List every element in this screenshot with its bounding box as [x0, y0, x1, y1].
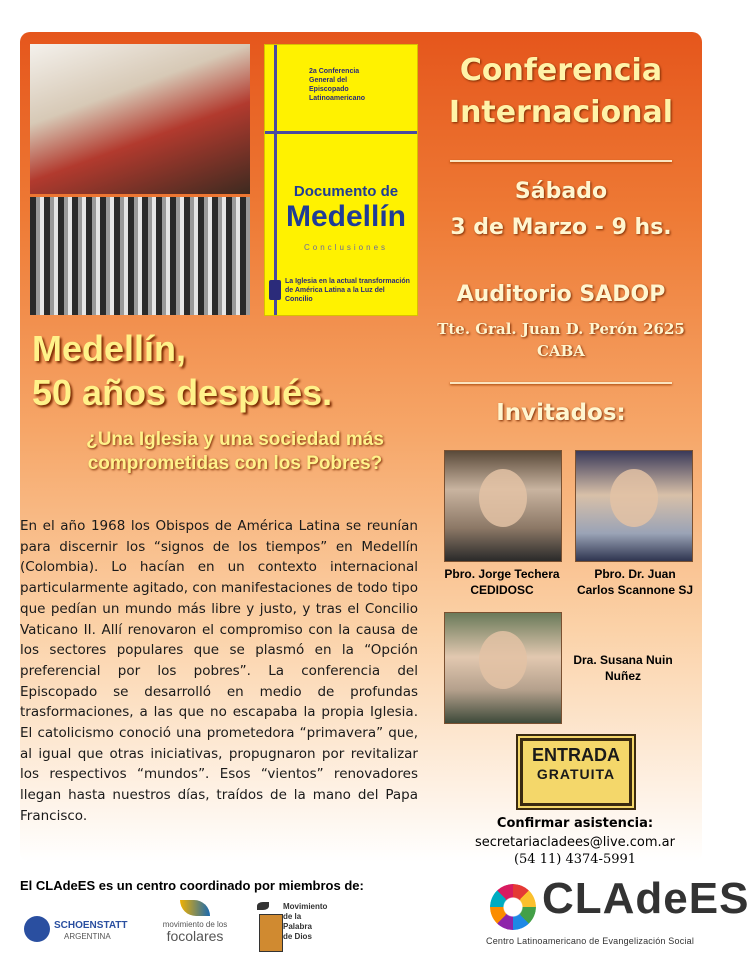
partner1-name: SCHOENSTATT — [54, 920, 128, 931]
footer-intro: El CLAdeES es un centro coordinado por miembros de: — [20, 878, 364, 893]
event-date-time: 3 de Marzo - 9 hs. — [450, 215, 672, 240]
partner3-name: Movimiento de la Palabra de Dios — [283, 902, 328, 941]
book-header-text: 2a Conferencia General del Episcopado Latinoamericano — [309, 68, 366, 102]
book-vertical-line — [274, 45, 277, 315]
guest-photo-scannone — [575, 450, 693, 562]
body-paragraph: En el año 1968 los Obispos de América Latina se reunían para discernir los “signos de los tiempos” en Medellín (Colombia). Lo hacían en un contexto internacional particularmente agitado, con manifestaciones de todo tipo que pedían un mundo más libre y justo, y tras el Concilio Vaticano II. Allí renovaron el compromiso con la causa de los sectores populares que se plasmó en la “Opción preferencial por los pobres”. La conferencia del Episcopado se desarrolló en medio de profundas trasformaciones, a las que no escapaba la propia Iglesia. El catolicismo conoció una prometedora “primavera” que, al igual que otras iniciativas, propugnaron por revitalizar los respectivos “mundos”. Esos “vientos” renovadores llegan hasta nuestros días, traídos de la mano del Papa Francisco. — [20, 518, 418, 824]
partner1-sub: ARGENTINA — [64, 932, 111, 941]
partner-schoenstatt-logo — [22, 912, 128, 946]
partner2-name: focolares — [166, 928, 224, 944]
guest-name-3-line1: Dra. Susana Nuin — [573, 653, 673, 667]
photo-pope-with-children — [30, 44, 250, 194]
address-line2: CABA — [537, 342, 585, 360]
guests-heading: Invitados: — [496, 400, 626, 426]
main-title-line2: 50 años después. — [32, 372, 333, 413]
main-subtitle: ¿Una Iglesia y una sociedad más comprometidas con los Pobres? — [86, 429, 384, 474]
book-cover — [264, 44, 418, 316]
divider-bottom — [450, 382, 672, 384]
book-publisher-logo — [269, 280, 281, 300]
venue-address — [426, 318, 696, 362]
free-entry-badge — [520, 738, 632, 806]
guest-face — [610, 469, 658, 527]
bible-icon — [259, 914, 283, 952]
confirm-phone: (54 11) 4374-5991 — [513, 852, 637, 867]
partner-palabra-de-dios-logo — [255, 900, 328, 956]
conference-line1: Conferencia — [459, 53, 663, 88]
guest-name-3 — [568, 652, 678, 684]
confirm-email[interactable]: secretariacladees@live.com.ar — [475, 835, 675, 850]
guest-face — [479, 469, 527, 527]
venue-name: Auditorio SADOP — [456, 282, 666, 307]
schoenstatt-emblem-icon — [24, 916, 50, 942]
guest-photo-nuin — [444, 612, 562, 724]
confirm-label: Confirmar asistencia: — [496, 816, 654, 831]
guest-name-2-line2: Carlos Scannone SJ — [576, 583, 694, 597]
cladees-full-name: Centro Latinoamericano de Evangelización Social — [486, 936, 695, 946]
main-title — [32, 327, 332, 415]
ticket-line1: ENTRADA — [532, 745, 620, 765]
address-line1: Tte. Gral. Juan D. Perón 2625 — [437, 320, 685, 338]
cladees-ring-icon — [490, 884, 536, 930]
guest-name-2 — [568, 566, 702, 598]
event-day: Sábado — [514, 179, 608, 204]
guest-name-2-line1: Pbro. Dr. Juan — [594, 567, 676, 581]
book-title-line2: Medellín — [285, 200, 406, 233]
focolares-emblem-icon — [180, 900, 210, 916]
book-subtitle: Conclusiones — [303, 243, 389, 252]
guest-name-1-line1: Pbro. Jorge Techera — [444, 567, 560, 581]
poster-background — [20, 32, 702, 867]
divider-top — [450, 160, 672, 162]
photo-medellin-assembly — [30, 197, 250, 315]
cladees-name: CLAdeES — [542, 874, 749, 923]
partner2-sub: movimiento de los — [162, 920, 228, 929]
main-title-line1: Medellín, — [32, 328, 187, 369]
partner-focolares-logo — [155, 900, 235, 952]
guest-face — [479, 631, 527, 689]
book-tagline: La Iglesia en la actual transformación de América Latina a la Luz del Concilio — [285, 278, 410, 303]
guest-photo-techera — [444, 450, 562, 562]
ticket-line2: GRATUITA — [536, 766, 616, 782]
dove-icon — [257, 902, 269, 910]
guest-name-1 — [432, 566, 572, 598]
guest-name-1-line2: CEDIDOSC — [470, 583, 534, 597]
confirm-block — [470, 814, 680, 867]
conference-line2: Internacional — [448, 95, 674, 130]
cladees-logo — [482, 870, 749, 956]
guest-name-3-line2: Nuñez — [605, 669, 641, 683]
book-title-line1: Documento de — [293, 183, 399, 200]
event-date — [430, 174, 692, 246]
conference-heading — [430, 50, 692, 134]
book-horizontal-line — [265, 131, 417, 134]
